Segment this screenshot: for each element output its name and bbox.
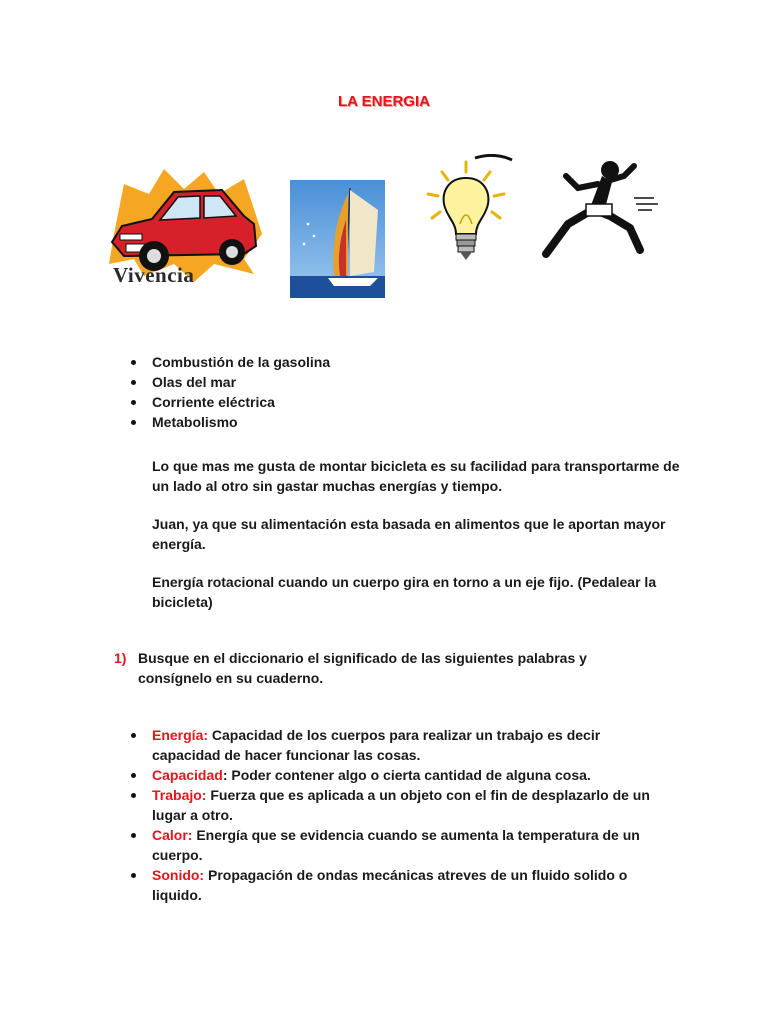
caption-vivencia: Vivencia <box>113 263 195 287</box>
definition-term: Sonido: <box>152 867 205 883</box>
definition-text: Energía que se evidencia cuando se aumenta la temperatura de un cuerpo. <box>152 827 640 863</box>
runner-icon <box>532 158 662 268</box>
paragraph-bicycle: Lo que mas me gusta de montar bicicleta es su facilidad para transportarme de un lado al otro sin gastar muchas energías y tiempo. <box>152 458 680 494</box>
list-item: Combustión de la gasolina <box>128 352 668 372</box>
definitions-list <box>128 725 668 905</box>
paragraph-juan: Juan, ya que su alimentación esta basada en alimentos que le aportan mayor energía. <box>152 516 666 552</box>
question-number: 1) <box>114 650 127 666</box>
definition-term: Capacidad <box>152 767 223 783</box>
question-1 <box>114 648 674 688</box>
list-item: Corriente eléctrica <box>128 392 668 412</box>
list-item: Metabolismo <box>128 412 668 432</box>
definition-term: Trabajo: <box>152 787 207 803</box>
definition-item <box>128 765 668 785</box>
question-text: Busque en el diccionario el significado de las siguientes palabras y consígnelo en su cuaderno. <box>138 650 587 686</box>
page-title: LA ENERGIA <box>338 93 430 110</box>
definition-term: Energía: <box>152 727 209 743</box>
definition-text: Fuerza que es aplicada a un objeto con el fin de desplazarlo de un lugar a otro. <box>152 787 650 823</box>
examples-list <box>128 352 668 432</box>
paragraph-rotational: Energía rotacional cuando un cuerpo gira en torno a un eje fijo. (Pedalear la bicicleta) <box>152 574 657 610</box>
list-item: Olas del mar <box>128 372 668 392</box>
definition-item <box>128 725 668 765</box>
definition-item <box>128 825 668 865</box>
sailboat-icon <box>290 180 385 298</box>
light-bulb-icon <box>420 154 520 272</box>
definition-text: : Poder contener algo o cierta cantidad de alguna cosa. <box>222 767 591 783</box>
definition-item <box>128 785 668 825</box>
definition-text: Propagación de ondas mecánicas atreves de un fluido solido o liquido. <box>152 867 628 903</box>
definition-item <box>128 865 668 905</box>
definition-term: Calor: <box>152 827 193 843</box>
definition-text: Capacidad de los cuerpos para realizar un trabajo es decir capacidad de hacer funcionar las cosas. <box>152 727 601 763</box>
